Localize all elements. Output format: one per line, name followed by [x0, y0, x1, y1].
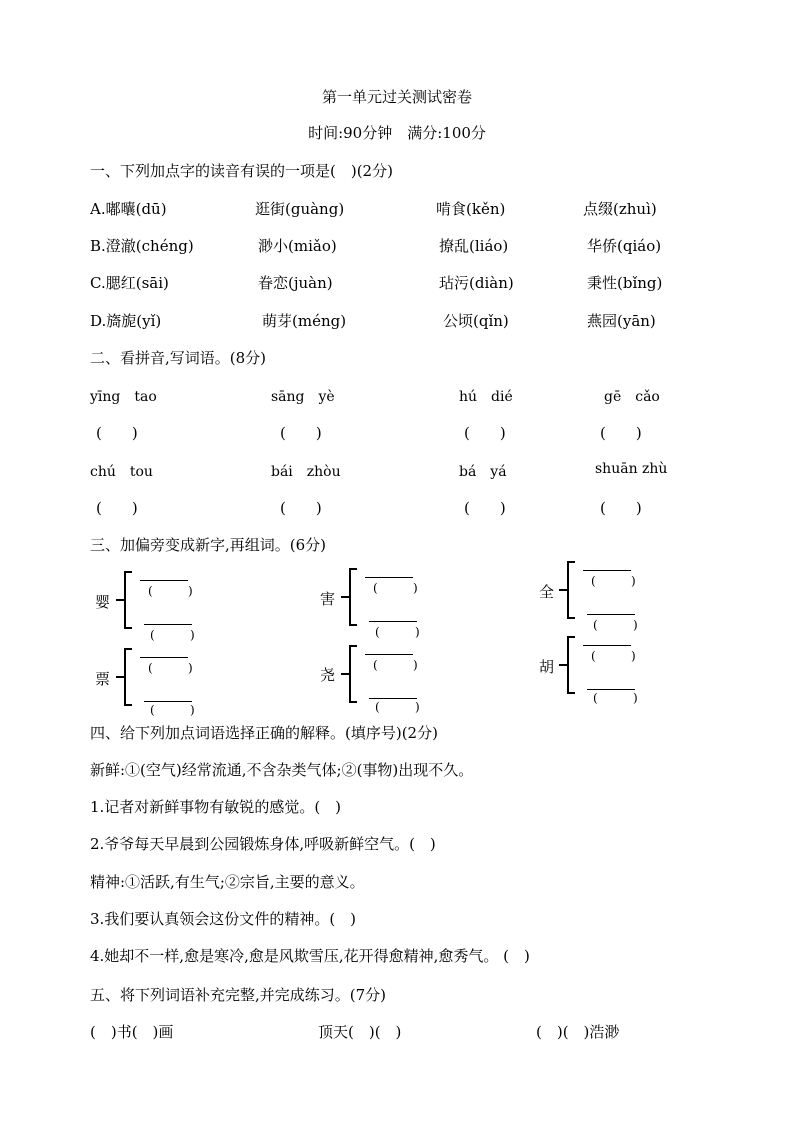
definition: 精神:①活跃,有生气;②宗旨,主要的意义。 — [90, 873, 365, 891]
paren: ) — [190, 628, 195, 642]
paren: ) — [633, 618, 638, 632]
q1-option: 萌芽(méng) — [262, 312, 347, 330]
definition: 新鲜:①(空气)经常流通,不含杂类气体;②(事物)出现不久。 — [90, 761, 474, 779]
answer-line[interactable] — [587, 614, 635, 615]
paren: ( — [591, 649, 596, 663]
sentence: 1.记者对新鲜事物有敏锐的感觉。( ) — [90, 798, 342, 816]
bracket — [567, 636, 575, 694]
bracket — [124, 648, 132, 706]
paren: ) — [631, 574, 636, 588]
paren: ) — [633, 691, 638, 705]
sentence: 4.她却不一样,愈是寒冷,愈是风欺雪压,花开得愈精神,愈秀气。 ( ) — [90, 947, 530, 965]
answer-line[interactable] — [583, 570, 631, 571]
q1-option: B.澄澈(chéng) — [90, 237, 194, 255]
paren: ( — [148, 584, 153, 598]
pinyin: gē cǎo — [604, 389, 660, 405]
q1-option: 燕园(yān) — [587, 312, 656, 330]
exam-info: 时间:90分钟 满分:100分 — [308, 124, 486, 142]
answer-blank[interactable]: ( ) — [600, 499, 642, 517]
answer-blank[interactable]: ( ) — [464, 499, 506, 517]
answer-blank[interactable]: ( ) — [96, 499, 138, 517]
pinyin: bái zhòu — [271, 464, 341, 480]
paren: ) — [413, 658, 418, 672]
q3-heading: 三、加偏旁变成新字,再组词。(6分) — [90, 536, 327, 554]
idiom-blank[interactable]: ( )书( )画 — [90, 1023, 174, 1041]
q1-option: 公顷(qǐn) — [443, 312, 509, 330]
idiom-blank[interactable]: 顶天( )( ) — [318, 1023, 402, 1041]
bracket — [349, 568, 357, 626]
paren: ) — [188, 584, 193, 598]
pinyin: yīng tao — [90, 389, 157, 405]
answer-line[interactable] — [140, 580, 188, 581]
paren: ) — [415, 700, 420, 714]
base-char: 尧 — [320, 666, 336, 684]
pinyin: hú dié — [459, 389, 513, 405]
q5-heading: 五、将下列词语补充完整,并完成练习。(7分) — [90, 986, 387, 1004]
q1-option: 啃食(kěn) — [436, 200, 506, 218]
page-title: 第一单元过关测试密卷 — [321, 88, 472, 106]
paren: ) — [413, 581, 418, 595]
answer-line[interactable] — [369, 698, 417, 699]
pinyin: bá yá — [459, 464, 507, 480]
sentence: 2.爷爷每天早晨到公园锻炼身体,呼吸新鲜空气。( ) — [90, 835, 436, 853]
idiom-blank[interactable]: ( )( )浩渺 — [536, 1023, 620, 1041]
answer-blank[interactable]: ( ) — [464, 424, 506, 442]
paren: ( — [375, 625, 380, 639]
q1-option: 眷恋(juàn) — [258, 274, 333, 292]
paren: ) — [190, 703, 195, 717]
q1-option: 秉性(bǐng) — [587, 274, 663, 292]
base-char: 胡 — [539, 658, 555, 676]
base-char: 全 — [539, 583, 555, 601]
pinyin: chú tou — [90, 464, 153, 480]
answer-blank[interactable]: ( ) — [96, 424, 138, 442]
q1-option: C.腮红(sāi) — [90, 274, 169, 292]
q4-heading: 四、给下列加点词语选择正确的解释。(填序号)(2分) — [90, 724, 438, 742]
q1-option: 玷污(diàn) — [439, 274, 514, 292]
paren: ( — [375, 700, 380, 714]
bracket — [124, 571, 132, 629]
q1-option: 华侨(qiáo) — [587, 237, 662, 255]
paren: ( — [150, 703, 155, 717]
paren: ( — [150, 628, 155, 642]
q1-option: 渺小(miǎo) — [258, 237, 337, 255]
answer-line[interactable] — [369, 621, 417, 622]
answer-line[interactable] — [365, 654, 413, 655]
bracket — [567, 561, 575, 619]
q2-heading: 二、看拼音,写词语。(8分) — [90, 349, 267, 367]
answer-line[interactable] — [144, 624, 192, 625]
q1-option: 点缀(zhuì) — [583, 200, 657, 218]
q1-option: A.嘟囔(dū) — [90, 200, 167, 218]
base-char: 婴 — [95, 593, 111, 611]
answer-blank[interactable]: ( ) — [280, 424, 322, 442]
answer-line[interactable] — [587, 689, 635, 690]
answer-blank[interactable]: ( ) — [280, 499, 322, 517]
sentence: 3.我们要认真领会这份文件的精神。( ) — [90, 910, 357, 928]
answer-line[interactable] — [140, 657, 188, 658]
answer-line[interactable] — [144, 701, 192, 702]
paren: ( — [373, 658, 378, 672]
paren: ( — [593, 618, 598, 632]
q1-option: D.旖旎(yǐ) — [90, 312, 162, 330]
pinyin: sāng yè — [271, 389, 335, 405]
base-char: 害 — [320, 590, 336, 608]
paren: ( — [591, 574, 596, 588]
paren: ( — [373, 581, 378, 595]
paren: ) — [188, 661, 193, 675]
q1-option: 撩乱(liáo) — [439, 237, 509, 255]
answer-blank[interactable]: ( ) — [600, 424, 642, 442]
base-char: 票 — [95, 670, 111, 688]
paren: ( — [593, 691, 598, 705]
bracket — [349, 645, 357, 703]
answer-line[interactable] — [583, 645, 631, 646]
paren: ( — [148, 661, 153, 675]
paren: ) — [631, 649, 636, 663]
paren: ) — [415, 625, 420, 639]
pinyin: shuān zhù — [595, 461, 668, 477]
q1-heading: 一、下列加点字的读音有误的一项是( )(2分) — [90, 162, 393, 180]
answer-line[interactable] — [365, 577, 413, 578]
q1-option: 逛街(guàng) — [255, 200, 345, 218]
